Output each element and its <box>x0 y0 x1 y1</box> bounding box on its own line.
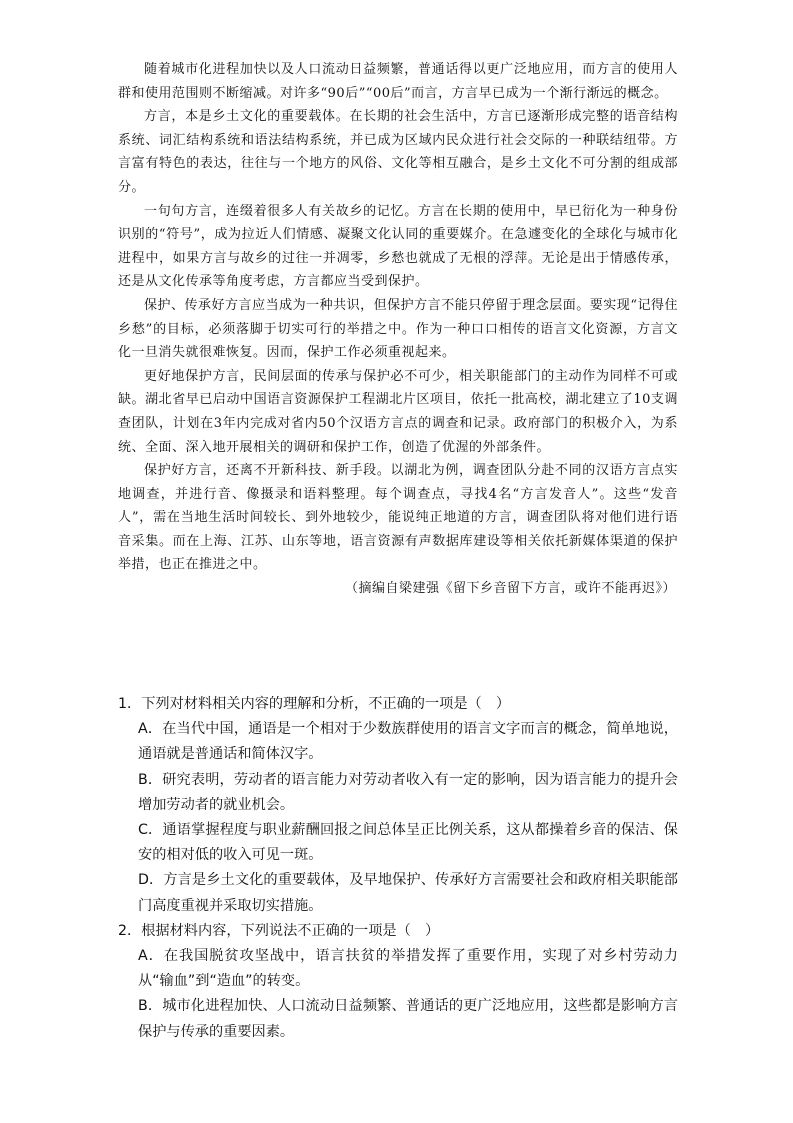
question-option-d: D．方言是乡土文化的重要载体，及早地保护、传承好方言需要社会和政府相关职能部门高度重视并采取切实措施。 <box>138 872 678 914</box>
question-1 <box>118 692 678 919</box>
question-option-a: A．在我国脱贫攻坚战中，语言扶贫的举措发挥了重要作用，实现了对乡村劳动力从“输血”到“造血”的转变。 <box>138 948 678 990</box>
question-option-a: A．在当代中国，通语是一个相对于少数族群使用的语言文字而言的概念，简单地说，通语就是普通话和简体汉字。 <box>138 721 678 763</box>
passage-paragraph: 保护、传承好方言应当成为一种共识，但保护方言不能只停留于理念层面。要实现“记得住乡愁”的目标，必须落脚于切实可行的举措之中。作为一种口口相传的语言文化资源，方言文化一旦消失就很难恢复。因而，保护工作必须重视起来。 <box>118 297 678 361</box>
passage-paragraph: 更好地保护方言，民间层面的传承与保护必不可少，相关职能部门的主动作为同样不可或缺。湖北省早已启动中国语言资源保护工程湖北片区项目，依托一批高校，湖北建立了10支调查团队，计划在3年内完成对省内50个汉语方言点的调查和记录。政府部门的积极介入，为系统、全面、深入地开展相关的调研和保护工作，创造了优渥的外部条件。 <box>118 368 678 455</box>
question-option-b: B．城市化进程加快、人口流动日益频繁、普通话的更广泛地应用，这些都是影响方言保护与传承的重要因素。 <box>138 998 678 1040</box>
passage-source: （摘编自梁建强《留下乡音留下方言，或许不能再迟》） <box>344 581 676 597</box>
passage-paragraph: 随着城市化进程加快以及人口流动日益频繁，普通话得以更广泛地应用，而方言的使用人群和使用范围则不断缩减。对许多“90后”“00后”而言，方言早已成为一个渐行渐远的概念。 <box>118 62 678 101</box>
question-2 <box>118 919 678 1045</box>
passage-paragraph: 保护好方言，还离不开新科技、新手段。以湖北为例，调查团队分赴不同的汉语方言点实地调查，并进行音、像摄录和语料整理。每个调查点，寻找4名“方言发音人”。这些“发音人”，需在当地生活时间较长、到外地较少，能说纯正地道的方言，调查团队将对他们进行语音采集。而在上海、江苏、山东等地，语言资源有声数据库建设等相关依托新媒体渠道的保护举措，也正在推进之中。 <box>118 463 678 573</box>
reading-passage <box>118 58 678 601</box>
question-stem: 1．下列对材料相关内容的理解和分析，不正确的一项是（ ） <box>118 696 511 712</box>
question-stem: 2．根据材料内容，下列说法不正确的一项是（ ） <box>118 922 440 939</box>
passage-paragraph: 方言，本是乡土文化的重要载体。在长期的社会生活中，方言已逐渐形成完整的语音结构系统、词汇结构系统和语法结构系统，并已成为区域内民众进行社会交际的一种联结纽带。方言富有特色的表达，往往与一个地方的风俗、文化等相互融合，是乡土文化不可分割的组成部分。 <box>118 109 678 195</box>
question-list <box>118 692 678 1045</box>
question-option-b: B．研究表明，劳动者的语言能力对劳动者收入有一定的影响，因为语言能力的提升会增加劳动者的就业机会。 <box>138 771 678 813</box>
question-option-c: C．通语掌握程度与职业薪酬回报之间总体呈正比例关系，这从都操着乡音的保洁、保安的相对低的收入可见一斑。 <box>138 822 678 864</box>
passage-paragraph: 一句句方言，连缀着很多人有关故乡的记忆。方言在长期的使用中，早已衍化为一种身份识别的“符号”，成为拉近人们情感、凝聚文化认同的重要媒介。在急遽变化的全球化与城市化进程中，如果方言与故乡的过往一并凋零，乡愁也就成了无根的浮萍。无论是出于情感传承，还是从文化传承等角度考虑，方言都应当受到保护。 <box>118 203 678 290</box>
